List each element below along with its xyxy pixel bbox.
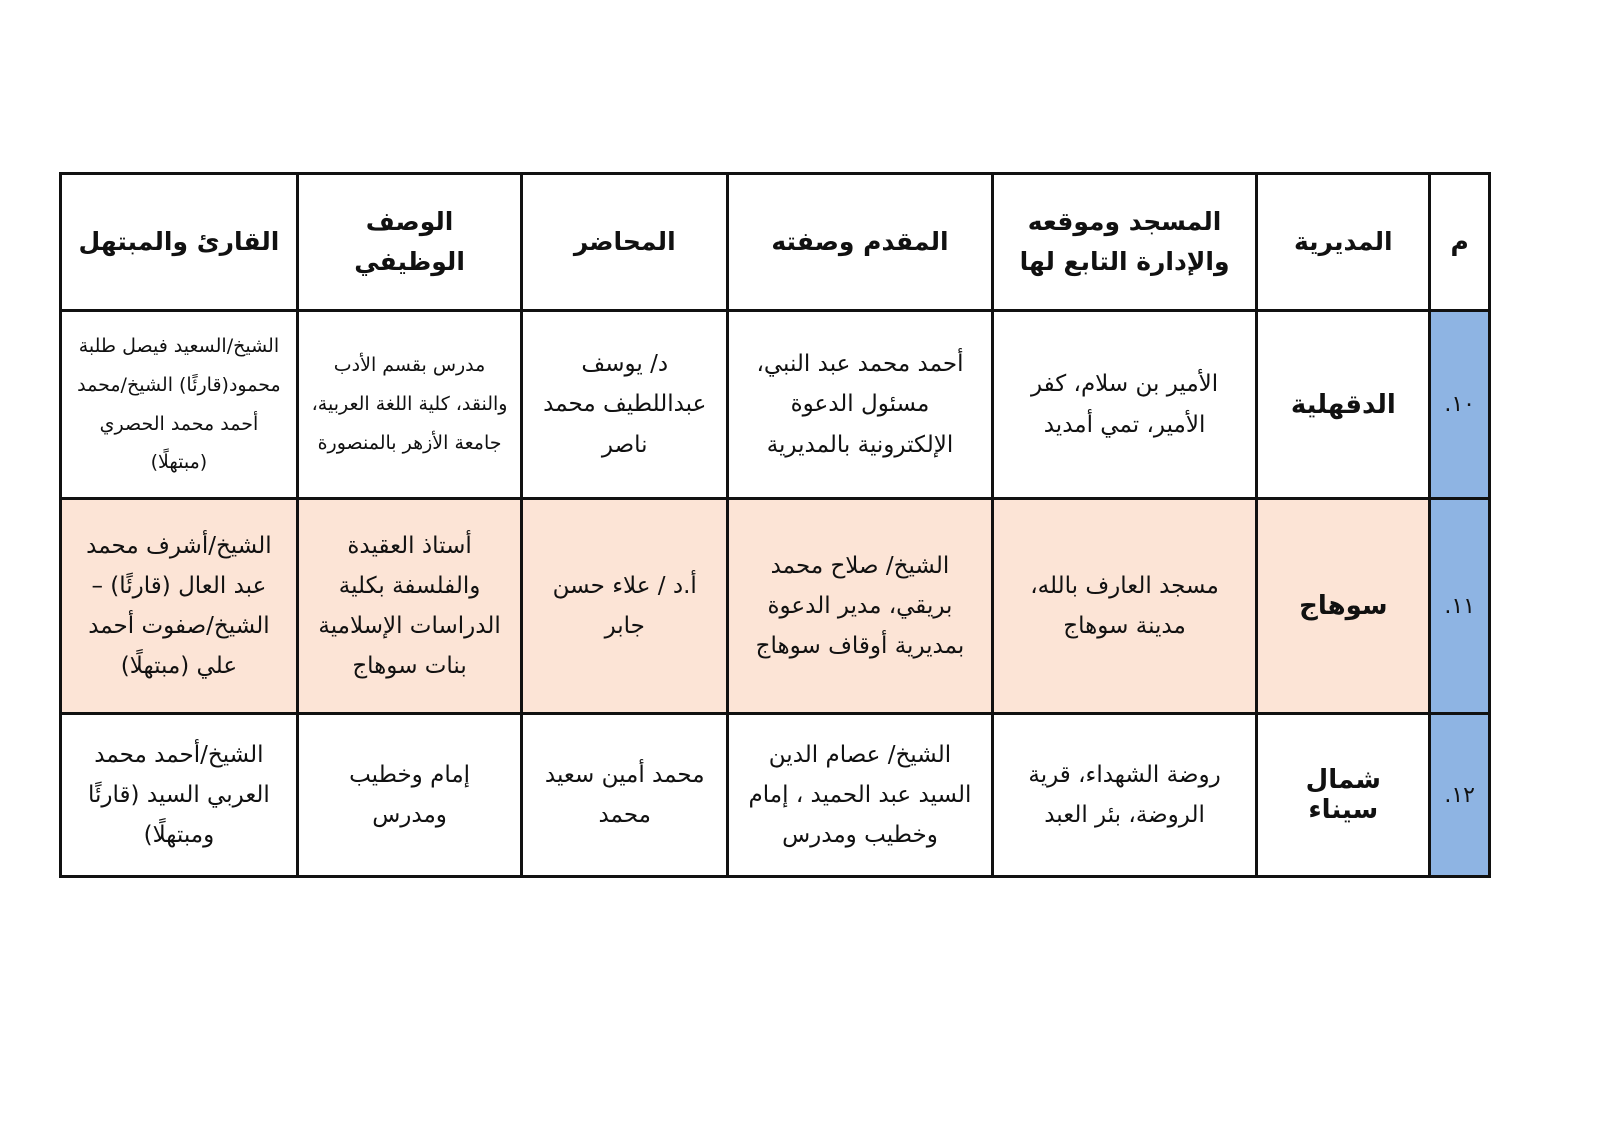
row-job-description: مدرس بقسم الأدب والنقد، كلية اللغة العربية، جامعة الأزهر بالمنصورة: [297, 311, 521, 499]
row-mosque: الأمير بن سلام، كفر الأمير، تمي أمديد: [992, 311, 1257, 499]
row-mosque: روضة الشهداء، قرية الروضة، بئر العبد: [992, 714, 1257, 877]
row-directorate: سوهاج: [1257, 499, 1430, 714]
table-header-row: [61, 174, 1490, 311]
document-sheet: [59, 172, 1491, 878]
row-index: ١١.: [1430, 499, 1490, 714]
row-reciter: الشيخ/السعيد فيصل طلبة محمود(قارئًا) الشيخ/محمد أحمد محمد الحصري (مبتهلًا): [61, 311, 298, 499]
row-presenter: الشيخ/ صلاح محمد بريقي، مدير الدعوة بمديرية أوقاف سوهاج: [728, 499, 993, 714]
row-lecturer: د/ يوسف عبداللطيف محمد ناصر: [522, 311, 728, 499]
table-row: [61, 499, 1490, 714]
header-job-description: الوصف الوظيفي: [297, 174, 521, 311]
header-lecturer: المحاضر: [522, 174, 728, 311]
header-mosque: المسجد وموقعه والإدارة التابع لها: [992, 174, 1257, 311]
row-index: ١٠.: [1430, 311, 1490, 499]
header-index: م: [1430, 174, 1490, 311]
header-directorate: المديرية: [1257, 174, 1430, 311]
row-job-description: أستاذ العقيدة والفلسفة بكلية الدراسات الإسلامية بنات سوهاج: [297, 499, 521, 714]
row-lecturer: محمد أمين سعيد محمد: [522, 714, 728, 877]
row-directorate: الدقهلية: [1257, 311, 1430, 499]
row-presenter: أحمد محمد عبد النبي، مسئول الدعوة الإلكترونية بالمديرية: [728, 311, 993, 499]
header-reciter: القارئ والمبتهل: [61, 174, 298, 311]
row-lecturer: أ.د / علاء حسن جابر: [522, 499, 728, 714]
row-reciter: الشيخ/أحمد محمد العربي السيد (قارئًا ومبتهلًا): [61, 714, 298, 877]
row-reciter: الشيخ/أشرف محمد عبد العال (قارئًا) – الشيخ/صفوت أحمد علي (مبتهلًا): [61, 499, 298, 714]
table-row: [61, 311, 1490, 499]
table-row: [61, 714, 1490, 877]
row-mosque: مسجد العارف بالله، مدينة سوهاج: [992, 499, 1257, 714]
row-presenter: الشيخ/ عصام الدين السيد عبد الحميد ، إمام وخطيب ومدرس: [728, 714, 993, 877]
lectures-schedule-table: [59, 172, 1491, 878]
row-job-description: إمام وخطيب ومدرس: [297, 714, 521, 877]
row-directorate: شمال سيناء: [1257, 714, 1430, 877]
header-presenter: المقدم وصفته: [728, 174, 993, 311]
row-index: ١٢.: [1430, 714, 1490, 877]
